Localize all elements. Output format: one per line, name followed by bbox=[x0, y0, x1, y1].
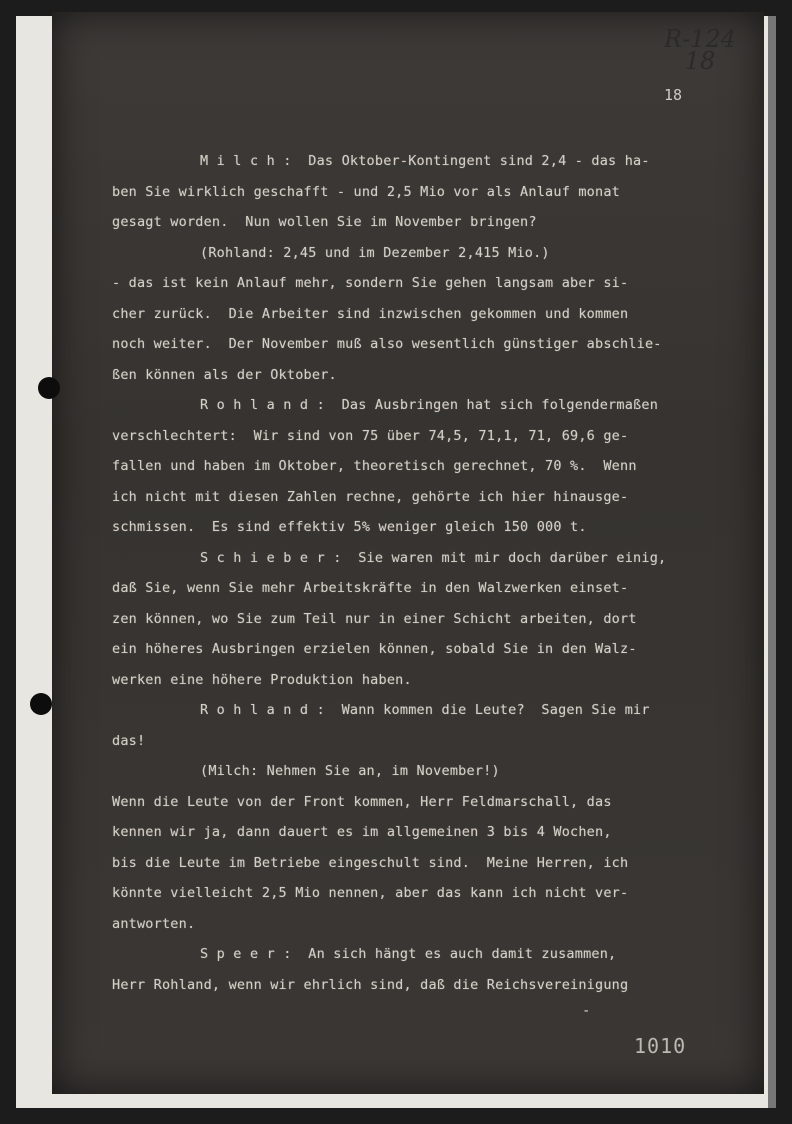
text-line: cher zurück. Die Arbeiter sind inzwischen gekommen und kommen bbox=[112, 305, 629, 322]
text-line: R o h l a n d : Wann kommen die Leute? Sagen Sie mir bbox=[200, 702, 650, 718]
punch-hole-bottom bbox=[30, 693, 52, 715]
text-line: ein höheres Ausbringen erzielen können, sobald Sie in den Walz- bbox=[112, 641, 637, 657]
archive-stamp-number: 1010 bbox=[634, 1034, 687, 1058]
dash-mark: - bbox=[582, 1003, 591, 1019]
handwritten-annotation bbox=[660, 25, 740, 75]
text-line: fallen und haben im Oktober, theoretisch gerechnet, 70 %. Wenn bbox=[112, 458, 637, 474]
text-line: antworten. bbox=[112, 915, 196, 932]
text-line: schmissen. Es sind effektiv 5% weniger gleich 150 000 t. bbox=[112, 519, 587, 535]
text-line: zen können, wo Sie zum Teil nur in einer Schicht arbeiten, dort bbox=[112, 610, 637, 627]
annotation-line-1: R-124 bbox=[664, 25, 736, 53]
document-body bbox=[112, 146, 712, 1000]
text-line: bis die Leute im Betriebe eingeschult sind. Meine Herren, ich bbox=[112, 854, 629, 871]
text-line: ich nicht mit diesen Zahlen rechne, gehörte ich hier hinausge- bbox=[112, 488, 629, 505]
text-line: ßen können als der Oktober. bbox=[112, 366, 337, 383]
text-line: werken eine höhere Produktion haben. bbox=[112, 671, 412, 688]
text-line: könnte vielleicht 2,5 Mio nennen, aber das kann ich nicht ver- bbox=[112, 885, 629, 901]
text-line: (Rohland: 2,45 und im Dezember 2,415 Mio.) bbox=[200, 244, 550, 261]
text-line: M i l c h : Das Oktober-Kontingent sind 2,4 - das ha- bbox=[200, 153, 650, 169]
text-line: (Milch: Nehmen Sie an, im November!) bbox=[200, 763, 500, 779]
text-line: daß Sie, wenn Sie mehr Arbeitskräfte in den Walzwerken einset- bbox=[112, 580, 629, 596]
page-number: 18 bbox=[663, 86, 682, 104]
punch-hole-top bbox=[38, 377, 60, 399]
text-line: kennen wir ja, dann dauert es im allgemeinen 3 bis 4 Wochen, bbox=[112, 824, 612, 840]
paper-edge bbox=[768, 16, 776, 1108]
text-line: noch weiter. Der November muß also wesentlich günstiger abschlie- bbox=[112, 336, 662, 352]
text-line: - das ist kein Anlauf mehr, sondern Sie gehen langsam aber si- bbox=[112, 275, 629, 291]
text-line: Herr Rohland, wenn wir ehrlich sind, daß die Reichsvereinigung bbox=[112, 976, 629, 993]
text-line: das! bbox=[112, 732, 146, 749]
text-line: S c h i e b e r : Sie waren mit mir doch darüber einig, bbox=[200, 549, 667, 566]
text-line: R o h l a n d : Das Ausbringen hat sich folgendermaßen bbox=[200, 397, 659, 413]
text-line: S p e e r : An sich hängt es auch damit zusammen, bbox=[200, 946, 617, 962]
annotation-line-2: 18 bbox=[684, 47, 716, 75]
text-line: gesagt worden. Nun wollen Sie im November bringen? bbox=[112, 214, 537, 230]
text-line: ben Sie wirklich geschafft - und 2,5 Mio vor als Anlauf monat bbox=[112, 183, 620, 200]
text-line: Wenn die Leute von der Front kommen, Herr Feldmarschall, das bbox=[112, 793, 612, 810]
text-line: verschlechtert: Wir sind von 75 über 74,5, 71,1, 71, 69,6 ge- bbox=[112, 427, 629, 444]
